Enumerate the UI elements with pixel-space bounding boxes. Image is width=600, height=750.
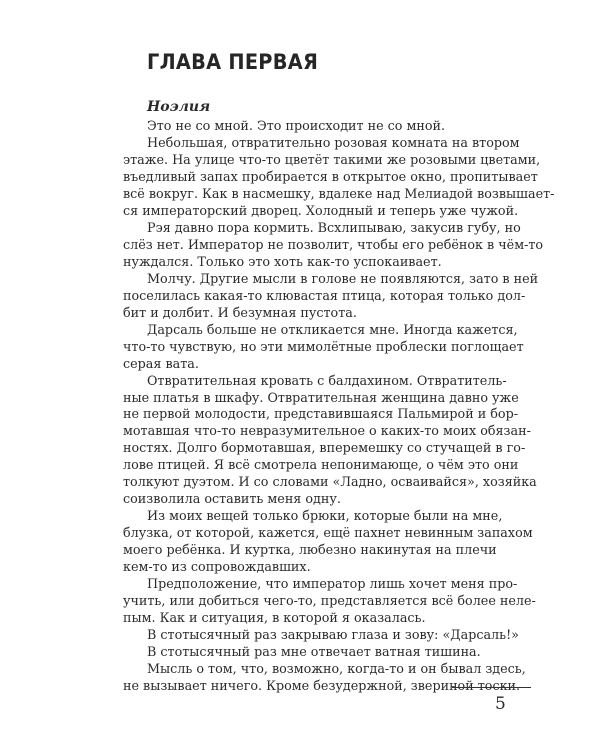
text-line: этаже. На улице что-то цветёт такими же розовыми цветами,: [123, 152, 541, 168]
text-line: Дарсаль больше не откликается мне. Иногда кажется,: [147, 322, 518, 338]
text-line: Мысль о том, что, возможно, когда-то и он бывал здесь,: [147, 662, 526, 678]
text-line: кем-то из сопровождавших.: [123, 560, 311, 576]
text-line: лове птицей. Я всё смотрела непонимающе, о чём это они: [123, 458, 519, 474]
text-line: мотавшая что-то невразумительное о каких-то моих обязан-: [123, 424, 531, 440]
text-line: Молчу. Другие мысли в голове не появляются, зато в ней: [147, 271, 539, 287]
text-line: не первой молодости, представившаяся Пальмирой и бор-: [123, 407, 519, 423]
text-line: въедливый запах пробирается в открытое окно, пропитывает: [123, 169, 538, 185]
text-line: толкуют дуэтом. И со словами «Ладно, осваивайся», хозяйка: [123, 475, 537, 491]
text-line: учить, или добиться чего-то, представляется всё более неле-: [123, 594, 536, 610]
text-line: Небольшая, отвратительно розовая комната на втором: [147, 135, 520, 151]
text-line: серая вата.: [123, 356, 199, 372]
text-line: В стотысячный раз мне отвечает ватная тишина.: [147, 645, 481, 661]
text-line: ся императорский дворец. Холодный и теперь уже чужой.: [123, 203, 519, 219]
text-line: поселилась какая-то клювастая птица, которая только дол-: [123, 288, 526, 304]
text-line: что-то чувствую, но эти мимолётные проблески поглощает: [123, 339, 524, 355]
text-line: бит и долбит. И безумная пустота.: [123, 305, 357, 321]
page-number: 5: [495, 694, 506, 714]
text-line: Рэя давно пора кормить. Всхлипываю, закусив губу, но: [147, 220, 521, 236]
text-line: Из моих вещей только брюки, которые были на мне,: [147, 509, 503, 525]
text-line: всё вокруг. Как в насмешку, вдалеке над Мелиадой возвышает-: [123, 186, 555, 202]
text-line: пым. Как и ситуация, в которой я оказалась.: [123, 611, 426, 627]
section-subheading: Ноэлия: [147, 99, 211, 115]
text-line: ностях. Долго бормотавшая, вперемешку со стучащей в го-: [123, 441, 526, 457]
chapter-title: ГЛАВА ПЕРВАЯ: [147, 50, 319, 74]
text-line: Предположение, что император лишь хочет меня про-: [147, 577, 518, 593]
text-line: соизволила оставить меня одну.: [123, 492, 341, 508]
text-line: нуждался. Только это хоть как-то успокаивает.: [123, 254, 442, 270]
text-line: Это не со мной. Это происходит не со мной.: [147, 119, 446, 134]
text-line: не вызывает ничего. Кроме безудержной, звериной тоски.: [123, 679, 521, 694]
text-line: Отвратительная кровать с балдахином. Отвратитель-: [147, 373, 507, 389]
text-line: блузка, от которой, кажется, ещё пахнет невинным запахом: [123, 526, 533, 542]
footer-rule: [452, 687, 531, 688]
text-line: моего ребёнка. И куртка, любезно накинутая на плечи: [123, 543, 497, 559]
text-line: слёз нет. Император не позволит, чтобы его ребёнок в чём-то: [123, 237, 544, 253]
text-line: ные платья в шкафу. Отвратительная женщина давно уже: [123, 390, 519, 406]
text-line: В стотысячный раз закрываю глаза и зову: «Дарсаль!»: [147, 628, 519, 644]
